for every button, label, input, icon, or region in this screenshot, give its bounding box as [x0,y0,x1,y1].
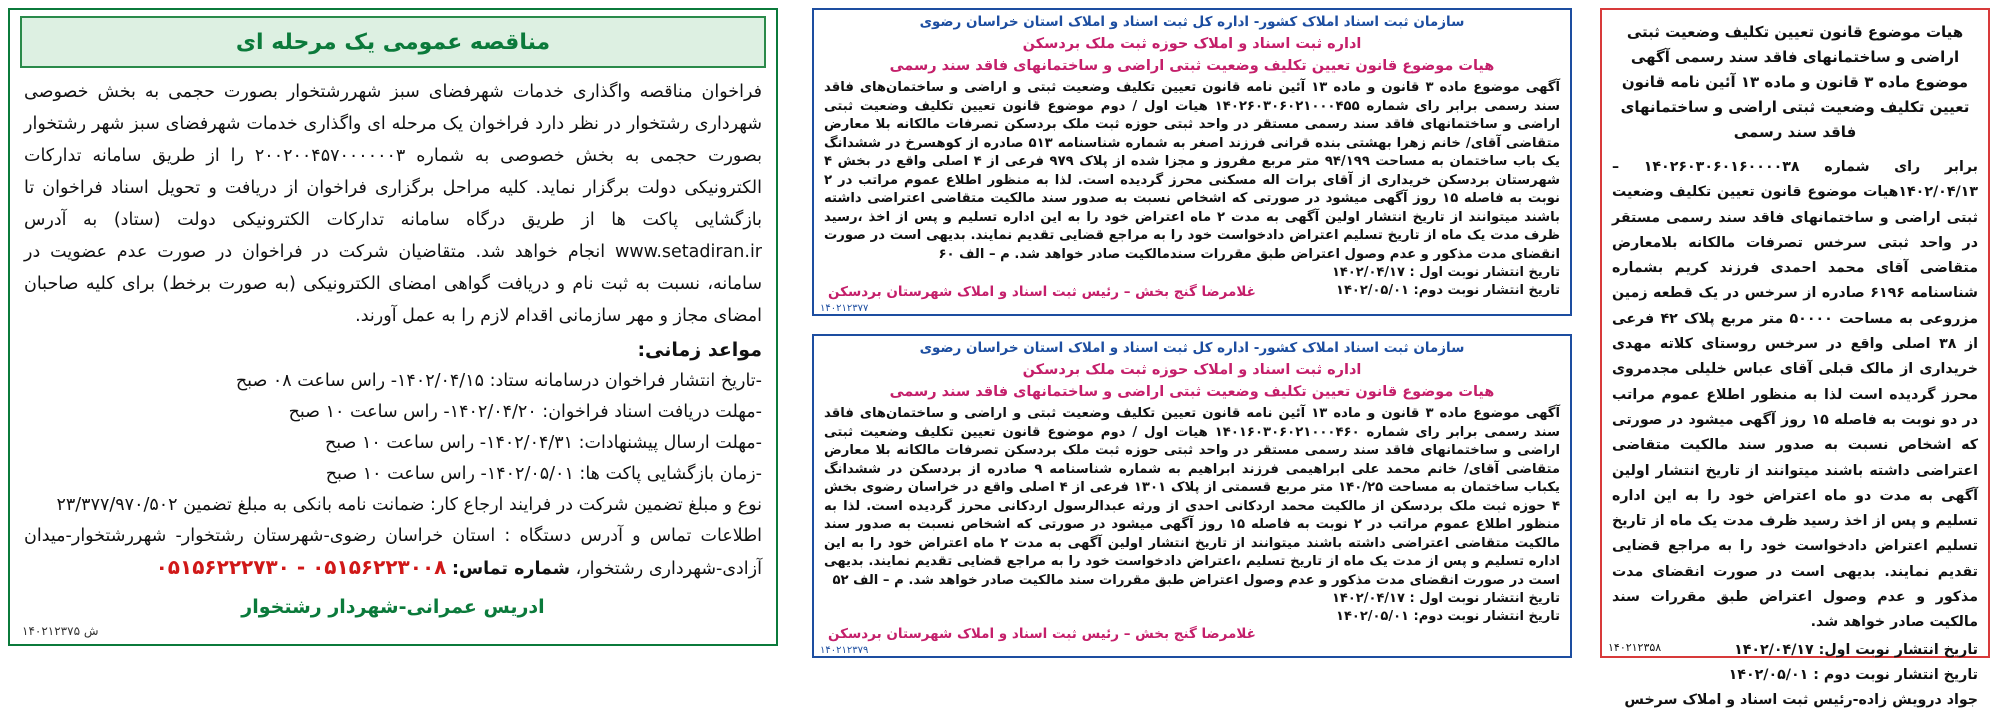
publish-date-first: تاریخ انتشار نوبت اول : ۱۴۰۲/۰۴/۱۷ [1331,265,1560,280]
tender-ad [8,8,778,646]
tender-signature: ادریس عمرانی-شهردار رشتخوار [241,596,545,618]
tender-body [10,68,776,623]
ad-code: ۱۴۰۲۱۲۳۷۹ [820,645,869,656]
registry-ad-right [1600,8,1990,709]
phone-numbers: ۰۵۱۵۶۲۲۳۰۰۸ - ۰۵۱۵۶۲۲۲۷۳۰ [155,555,447,579]
ad-board-title: هیات موضوع قانون تعیین تکلیف وضعیت ثبتی اراضی و ساختمانهای فاقد سند رسمی [889,384,1495,400]
ad-signature: غلامرضا گنج بخش – رئیس ثبت اسناد و املاک شهرستان بردسکن [828,284,1256,300]
ad-right-text: برابر رای شماره ۱۴۰۲۶۰۳۰۶۰۱۶۰۰۰۰۳۸ – ۱۴۰۲/۰۴/۱۳هیات موضوع قانون تعیین تکلیف وضعیت ثبتی اراضی و ساختمانهای فاقد سند رسمی مستقر در واحد ثبتی سرخس تصرفات مالکانه بلامعارض متقاضی آقای محمد احمدی فرزند کریم بشماره شناسنامه ۶۱۹۶ صادره از سرخس در یک قطعه زمین مزروعی به مساحت ۵۰۰۰۰ متر مربع پلاک ۴۲ فرعی از ۳۸ اصلی واقع در سرخس روستای کلاته مهدی خریداری از مالک قبلی آقای عباس خلیلی مجدمروی محرز گردیده است لذا به منظور اطلاع عموم مراتب در دو نوبت به فاصله ۱۵ روز آگهی میشود در صورتی که اشخاص نسبت به صدور سند مالکیت متقاضی اعتراضی داشته باشند میتوانند از تاریخ انتشار اولین آگهی به مدت دو ماه اعتراض خود را به این اداره تسلیم و پس از اخذ رسید ظرف مدت یک ماه از تاریخ تسلیم اعتراض دادخواست خود را به مراجع قضایی تقدیم نمایند. بدیهی است در صورت انقضای مدت مذکور و عدم وصول اعتراض طبق مقررات سند مالکیت صادر خواهد شد. [1612,159,1979,631]
timing-item: -زمان بازگشایی پاکت ها: ۱۴۰۲/۰۵/۰۱- راس ساعت ۱۰ صبح [325,464,762,484]
ad-text: آگهی موضوع ماده ۳ قانون و ماده ۱۳ آئین نامه قانون تعیین تکلیف وضعیت ثبتی و اراضی و ساختمان‌های فاقد سند رسمی برابر رای شماره ۱۴۰۲۶۰۳۰۶۰۲۱۰۰۰۴۵۵ هیات اول / دوم موضوع قانون تعیین تکلیف وضعیت ثبتی اراضی و ساختمانهای فاقد سند رسمی مستقر در واحد ثبتی حوزه ثبت ملک بردسکن تصرفات مالکانه بلا معارض متقاضی آقای/ خانم زهرا بهشتی بنده قرانی فرزند اصغر به شماره شناسنامه ۵۱۳ صادره از کوهسرخ در ششدانگ یک باب ساختمان به مساحت ۹۴/۱۹۹ متر مربع مفروز و مجزا شده از پلاک ۹۷۹ فرعی از ۴ اصلی واقع در بخش ۴ شهرستان بردسکن خریداری از آقای برات اله مسکنی محرز گردیده است. لذا به منظور اطلاع عموم مراتب در ۲ نوبت به فاصله ۱۵ روز آگهی میشود در صورتی که اشخاص نسبت به صدور سند مالکیت متقاضی اعتراضی داشته باشند میتوانند از تاریخ انتشار اولین آگهی به مدت ۲ ماه اعتراض خود را به این اداره تسلیم و پس از اخذ ،رسید ظرف مدت یک ماه از تاریخ تسلیم اعتراض دادخواست خود را به مراجع قضایی تقدیم نمایند. بدیهی است در صورت انقضای مدت مذکور و عدم وصول اعتراض طبق مقررات سندمالکیت صادر خواهد شد. م – الف ۶۰ [824,80,1561,262]
ad-text: آگهی موضوع ماده ۳ قانون و ماده ۱۳ آئین نامه قانون تعیین تکلیف وضعیت ثبتی و اراضی و ساختمان‌های فاقد سند رسمی برابر رای شماره ۱۴۰۱۶۰۳۰۶۰۲۱۰۰۰۴۶۰ هیات اول / دوم موضوع قانون تعیین تکلیف وضعیت ثبتی اراضی و ساختمانهای فاقد سند رسمی مستقر در واحد ثبتی حوزه ثبت ملک بردسکن تصرفات مالکانه بلا معارض متقاضی آقای/ خانم محمد علی ابراهیمی فرزند ابراهیم به شماره شناسنامه ۹ صادره از بردسکن در ششدانگ یکباب ساختمان به مساحت ۱۴۰/۲۵ متر مربع قسمتی از پلاک ۱۳۰۱ فرعی از ۴ اصلی واقع در خراسان رضوی بخش ۴ حوزه ثبت ملک بردسکن از مالکیت محمد اردکانی احدی از ورثه عبدالرسول اردکانی محرز گردیده است. لذا به منظور اطلاع عموم مراتب در ۲ نوبت به فاصله ۱۵ روز آگهی میشود در صورتی که اشخاص نسبت به صدور سند مالکیت متقاضی اعتراضی داشته باشند میتوانند از تاریخ انتشار اولین آگهی به مدت ۲ ماه اعتراض خود را به این اداره تسلیم و پس از مدت یک ماه از تاریخ تسلیم ،اعتراض دادخواست خود را به مراجع قضایی تقدیم نمایند. بدیهی است در صورت انقضای مدت مذکور و عدم وصول اعتراض طبق مقررات سند مالکیت صادر خواهد شد. م – الف ۵۲ [824,406,1560,588]
publish-date-first: تاریخ انتشار نوبت اول : ۱۴۰۲/۰۴/۱۷ [1331,591,1560,606]
ad-office-title: اداره ثبت اسناد و املاک حوزه ثبت ملک بردسکن [1022,362,1362,378]
guarantee-text: نوع و مبلغ تضمین شرکت در فرایند ارجاع کار: ضمانت نامه بانکی به مبلغ تضمین ۲۳/۳۷۷/۹۷۰/۵۰۲ [56,495,762,515]
publish-date-second: تاریخ انتشار نوبت دوم : ۱۴۰۲/۰۵/۰۱ [1728,666,1978,683]
ad-right-title: هیات موضوع قانون تعیین تکلیف وضعیت ثبتی اراضی و ساختمانهای فاقد سند رسمی آگهی موضوع ماده ۳ قانون و ماده ۱۳ آئین نامه قانون تعیین تکلیف وضعیت ثبتی اراضی و ساختمانهای فاقد سند رسمی [1620,23,1970,141]
timing-item: -تاریخ انتشار فراخوان درسامانه ستاد: ۱۴۰۲/۰۴/۱۵- راس ساعت ۰۸ صبح [235,371,762,391]
contact-text [24,521,762,585]
tender-title: مناقصه عمومی یک مرحله ای [20,16,766,68]
timing-item: -مهلت دریافت اسناد فراخوان: ۱۴۰۲/۰۴/۲۰- راس ساعت ۱۰ صبح [288,402,762,422]
timing-item: -مهلت ارسال پیشنهادات: ۱۴۰۲/۰۴/۳۱- راس ساعت ۱۰ صبح [324,433,762,453]
registry-ad-top [812,8,1572,316]
ad-org-title: سازمان ثبت اسناد املاک کشور- اداره کل ثبت اسناد و املاک استان خراسان رضوی [919,340,1465,356]
phone-label: شماره تماس: [451,559,570,579]
ad-right-signature: جواد درویش زاده-رئیس ثبت اسناد و املاک سرخس [1624,692,1978,709]
publish-date-first: تاریخ انتشار نوبت اول: ۱۴۰۲/۰۴/۱۷ [1734,641,1978,658]
registry-ad-bottom [812,334,1572,658]
ad-board-title: هیات موضوع قانون تعیین تکلیف وضعیت ثبتی اراضی و ساختمانهای فاقد سند رسمی [889,58,1495,74]
publish-date-second: تاریخ انتشار نوبت دوم: ۱۴۰۲/۰۵/۰۱ [1336,609,1560,624]
tender-paragraph: فراخوان مناقصه واگذاری خدمات شهرفضای سبز شهررشتخوار بصورت حجمی به بخش خصوصی شهرداری رشتخوار در نظر دارد فراخوان یک مرحله ای واگذاری خدمات شهرفضای سبز شهر رشتخوار بصورت حجمی به بخش خصوصی به شماره ۲۰۰۲۰۰۴۵۷۰۰۰۰۰۰۳ را از طریق سامانه تدارکات الکترونیکی دولت برگزار نماید. کلیه مراحل برگزاری فراخوان از دریافت و تحویل اسناد فراخوان تا بازگشایی پاکت ها از طریق درگاه سامانه تدارکات الکترونیکی دولت (ستاد) به آدرس www.setadiran.ir انجام خواهد شد. متقاضیان شرکت در فراخوان در صورت عدم عضویت در سامانه، نسبت به ثبت نام و دریافت گواهی امضای الکترونیکی (به صورت برخط) برای کلیه صاحبان امضای مجاز و مهر سازمانی اقدام لازم را به عمل آورند. [24,82,762,326]
contact-address: اطلاعات تماس و آدرس دستگاه : استان خراسان رضوی-شهرستان رشتخوار- شهررشتخوار-میدان آزادی-شهرداری رشتخوار، [24,526,762,579]
ad-code: ۱۴۰۲۱۲۳۵۸ [1608,641,1662,654]
ad-code: ۱۴۰۲۱۲۳۷۷ [820,303,869,314]
ad-signature: غلامرضا گنج بخش – رئیس ثبت اسناد و املاک شهرستان بردسکن [828,626,1256,642]
publish-date-second: تاریخ انتشار نوبت دوم: ۱۴۰۲/۰۵/۰۱ [1336,283,1560,298]
ad-office-title: اداره ثبت اسناد و املاک حوزه ثبت ملک بردسکن [1022,36,1362,52]
timing-title: مواعد زمانی: [637,339,762,361]
ad-code: ۱۴۰۲۱۲۳۷۵ ش [22,624,99,638]
ad-org-title: سازمان ثبت اسناد املاک کشور- اداره کل ثبت اسناد و املاک استان خراسان رضوی [919,14,1465,30]
